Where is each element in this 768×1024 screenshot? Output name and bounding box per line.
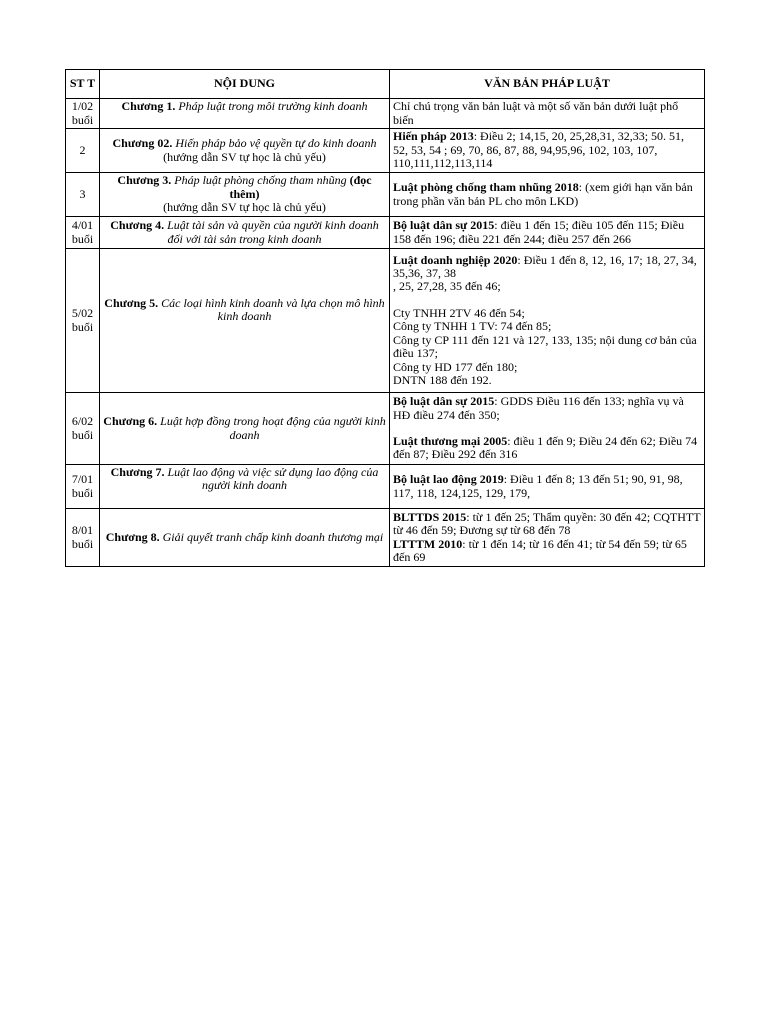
table-row (66, 509, 705, 567)
chapter-label: Chương 6. (103, 414, 158, 429)
chapter-title: Pháp luật trong môi trường kinh doanh (178, 99, 368, 113)
header-stt: ST T (66, 70, 100, 99)
chapter-label: Chương 1. (121, 99, 176, 113)
law-line: Công ty CP 111 đến 121 và 127, 133, 135; nội dung cơ bản của điều 137; (393, 332, 697, 361)
row-law (390, 465, 705, 509)
chapter-note: (hướng dẫn SV tự học là chủ yếu) (163, 149, 326, 164)
chapter-note: (hướng dẫn SV tự học là chủ yếu) (163, 200, 326, 215)
syllabus-table (65, 69, 705, 567)
chapter-title: Luật hợp đồng trong hoạt động của người kinh doanh (160, 414, 386, 442)
table-row (66, 249, 705, 393)
row-law (390, 249, 705, 393)
chapter-label: Chương 8. (105, 529, 160, 544)
chapter-label: Chương 7. (110, 465, 165, 479)
law-name: Bộ luật dân sự 2015 (393, 218, 495, 233)
chapter-label: Chương 4. (110, 218, 165, 233)
law-text: : GDDS Điều 116 đến 133; nghĩa vụ và HĐ điều 274 đến 350; (393, 394, 684, 422)
chapter-label: Chương 02. (112, 136, 173, 151)
law-text-2: : điều 1 đến 9; Điều 24 đến 62; Điều 74 đến 87; Điều 292 đến 316 (393, 434, 698, 462)
row-law (390, 217, 705, 249)
law-text: : (xem giới hạn văn bản trong phần văn bản PL cho môn LKD) (393, 180, 693, 208)
chapter-label: Chương 5. (104, 296, 159, 310)
law-spacer (393, 294, 701, 307)
law-text-2: : từ 1 đến 14; từ 16 đến 41; từ 54 đến 59; từ 65 đến 69 (393, 536, 687, 564)
row-law (390, 509, 705, 567)
law-line: Công ty HD 177 đến 180; (393, 359, 518, 374)
row-law (390, 173, 705, 217)
row-content (100, 465, 390, 509)
law-name: Bộ luật dân sự 2015 (393, 394, 495, 409)
chapter-title: Hiến pháp bảo vệ quyền tự do kinh doanh (175, 136, 377, 151)
law-text: : Điều 1 đến 8, 12, 16, 17; 18, 27, 34, 35,36, 37, 38 (393, 252, 697, 281)
row-stt: 3 (66, 173, 100, 217)
table-row (66, 393, 705, 465)
law-name: BLTTDS 2015 (393, 509, 467, 524)
law-name-2: Luật thương mại 2005 (393, 434, 508, 448)
row-stt: 1/02 buổi (66, 99, 100, 129)
chapter-extra: (đọc thêm) (229, 173, 372, 201)
table-row (66, 465, 705, 509)
row-law (390, 129, 705, 173)
law-text: : Điều 2; 14,15, 20, 25,28,31, 32,33; 50. 51, 52, 53, 54 ; 69, 70, 86, 87, 88, 94,95,96, 102, 103, 107, 110,111,112,113,114 (393, 129, 685, 171)
chapter-title: Luật tài sản và quyền của người kinh doanh đối với tài sản trong kinh doanh (167, 218, 379, 246)
law-line: , 25, 27,28, 35 đến 46; (393, 279, 501, 294)
law-name: Bộ luật lao động 2019 (393, 472, 504, 487)
law-text: : điều 1 đến 15; điều 105 đến 115; Điều 158 đến 196; điều 221 đến 244; điều 257 đến 266 (393, 218, 685, 246)
law-line: DNTN 188 đến 192. (393, 372, 492, 387)
law-text: : Điều 1 đến 8; 13 đến 51; 90, 91, 98, 117, 118, 124,125, 129, 179, (393, 472, 683, 500)
row-content (100, 509, 390, 567)
syllabus-page (65, 69, 704, 567)
law-name: Hiến pháp 2013 (393, 129, 474, 144)
row-law (390, 99, 705, 129)
law-name: Luật phòng chống tham nhũng 2018 (393, 180, 579, 195)
law-line-2 (393, 538, 701, 565)
row-stt: 2 (66, 129, 100, 173)
law-text: Chỉ chú trọng văn bản luật và một số văn bản dưới luật phổ biến (393, 99, 679, 127)
row-content (100, 129, 390, 173)
table-row (66, 217, 705, 249)
row-content (100, 249, 390, 393)
law-text: : từ 1 đến 25; Thẩm quyền: 30 đến 42; CQTHTT từ 46 đến 59; Đương sự từ 68 đến 78 (393, 509, 701, 538)
row-law (390, 393, 705, 465)
header-content: NỘI DUNG (100, 70, 390, 99)
table-row (66, 173, 705, 217)
law-name-2: LTTTM 2010 (393, 536, 463, 551)
table-row (66, 99, 705, 129)
chapter-label: Chương 3. (117, 173, 172, 188)
row-stt: 8/01 buổi (66, 509, 100, 567)
law-line: Cty TNHH 2TV 46 đến 54; (393, 305, 525, 320)
row-stt: 5/02 buổi (66, 249, 100, 393)
chapter-title: Giải quyết tranh chấp kinh doanh thương mại (162, 529, 384, 544)
header-law: VĂN BẢN PHÁP LUẬT (390, 70, 705, 99)
chapter-title: Pháp luật phòng chống tham nhũng (174, 173, 347, 188)
row-content (100, 217, 390, 249)
chapter-title: Luật lao động và việc sử dụng lao động của người kinh doanh (167, 465, 379, 493)
row-stt: 4/01 buổi (66, 217, 100, 249)
row-content (100, 393, 390, 465)
law-name: Luật doanh nghiệp 2020 (393, 252, 518, 267)
row-content (100, 173, 390, 217)
row-content (100, 99, 390, 129)
table-row (66, 129, 705, 173)
law-line: Công ty TNHH 1 TV: 74 đến 85; (393, 319, 552, 334)
row-stt: 7/01 buổi (66, 465, 100, 509)
chapter-title: Các loại hình kinh doanh và lựa chọn mô hình kinh doanh (161, 296, 385, 324)
table-header-row (66, 70, 705, 99)
row-stt: 6/02 buổi (66, 393, 100, 465)
